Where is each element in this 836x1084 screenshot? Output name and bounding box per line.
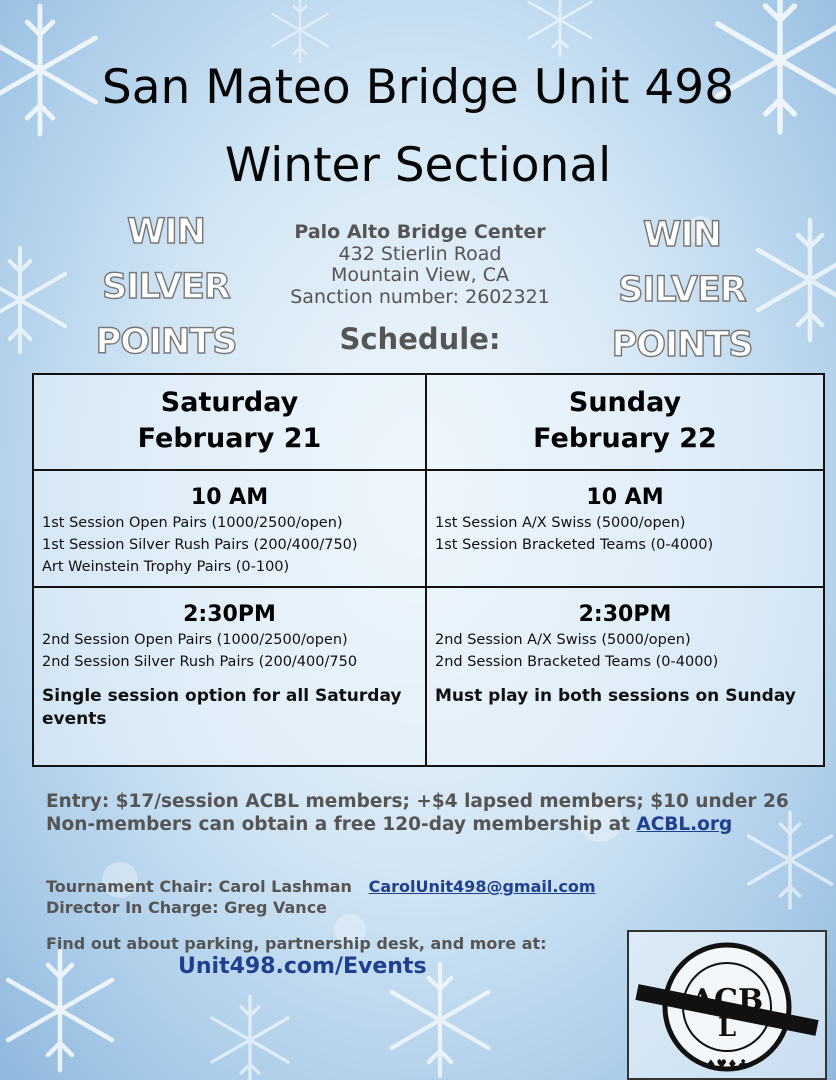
session-time: 2:30PM bbox=[183, 602, 276, 627]
schedule-table bbox=[32, 373, 825, 767]
session-time: 10 AM bbox=[190, 485, 269, 510]
acbl-link[interactable]: ACBL.org bbox=[636, 814, 733, 835]
card-suits-icon: ♠♥♦♣ bbox=[705, 1057, 749, 1071]
acbl-seal-icon bbox=[629, 932, 825, 1078]
logo-monogram: ACB bbox=[690, 983, 764, 1018]
contacts bbox=[46, 876, 596, 918]
event-item: Art Weinstein Trophy Pairs (0-100) bbox=[42, 559, 290, 575]
win-silver-points-badge-left bbox=[91, 205, 241, 370]
saturday-header bbox=[33, 374, 426, 470]
tournament-chair: Tournament Chair: Carol Lashman bbox=[46, 877, 352, 896]
event-item: 1st Session A/X Swiss (5000/open) bbox=[435, 515, 686, 531]
sanction-number: Sanction number: 2602321 bbox=[290, 286, 550, 308]
session-note: Single session option for all Saturday events bbox=[42, 686, 402, 729]
event-item: 2nd Session Bracketed Teams (0-4000) bbox=[435, 654, 719, 670]
entry-fee-text bbox=[46, 790, 796, 836]
sunday-morning-cell bbox=[426, 470, 824, 587]
badge-line: WIN bbox=[127, 212, 205, 252]
day-name: Saturday bbox=[160, 387, 299, 418]
event-item: 2nd Session Silver Rush Pairs (200/400/750 bbox=[42, 654, 358, 670]
win-silver-points-badge-right bbox=[607, 208, 757, 373]
find-out-text: Find out about parking, partnership desk, and more at: bbox=[46, 934, 547, 953]
event-item: 1st Session Bracketed Teams (0-4000) bbox=[435, 537, 714, 553]
session-time: 10 AM bbox=[586, 485, 664, 510]
badge-line: WIN bbox=[643, 215, 721, 255]
poster-title-line2: Winter Sectional bbox=[224, 138, 612, 193]
venue-street: 432 Stierlin Road bbox=[338, 243, 502, 265]
sunday-afternoon-cell bbox=[426, 587, 824, 766]
badge-line: POINTS bbox=[611, 325, 753, 365]
logo-monogram-bottom: L bbox=[717, 1013, 737, 1043]
venue-city: Mountain View, CA bbox=[331, 264, 509, 286]
event-item: 1st Session Open Pairs (1000/2500/open) bbox=[42, 515, 343, 531]
session-time: 2:30PM bbox=[578, 602, 672, 627]
saturday-afternoon-cell bbox=[33, 587, 426, 766]
badge-line: SILVER bbox=[102, 267, 230, 307]
badge-line: POINTS bbox=[95, 322, 237, 362]
events-url-link[interactable]: Unit498.com/Events bbox=[178, 954, 427, 979]
entry-description: Entry: $17/session ACBL members; +$4 lapsed members; $10 under 26 Non-members can obtain a free 120-day membership at bbox=[46, 791, 789, 835]
schedule-heading: Schedule: bbox=[339, 322, 501, 356]
day-name: Sunday bbox=[568, 387, 682, 418]
badge-line: SILVER bbox=[618, 270, 746, 310]
saturday-morning-cell bbox=[33, 470, 426, 587]
poster-title-line1: San Mateo Bridge Unit 498 bbox=[101, 60, 735, 115]
event-item: 2nd Session A/X Swiss (5000/open) bbox=[435, 632, 691, 648]
chair-email-link[interactable]: CarolUnit498@gmail.com bbox=[368, 877, 596, 896]
director-in-charge: Director In Charge: Greg Vance bbox=[46, 898, 328, 917]
acbl-logo bbox=[627, 930, 827, 1080]
event-item: 1st Session Silver Rush Pairs (200/400/750) bbox=[42, 537, 358, 553]
event-item: 2nd Session Open Pairs (1000/2500/open) bbox=[42, 632, 348, 648]
day-date: February 21 bbox=[137, 423, 322, 454]
sunday-header bbox=[426, 374, 824, 470]
session-note: Must play in both sessions on Sunday bbox=[435, 686, 796, 706]
venue-name: Palo Alto Bridge Center bbox=[294, 221, 546, 243]
day-date: February 22 bbox=[533, 423, 717, 454]
